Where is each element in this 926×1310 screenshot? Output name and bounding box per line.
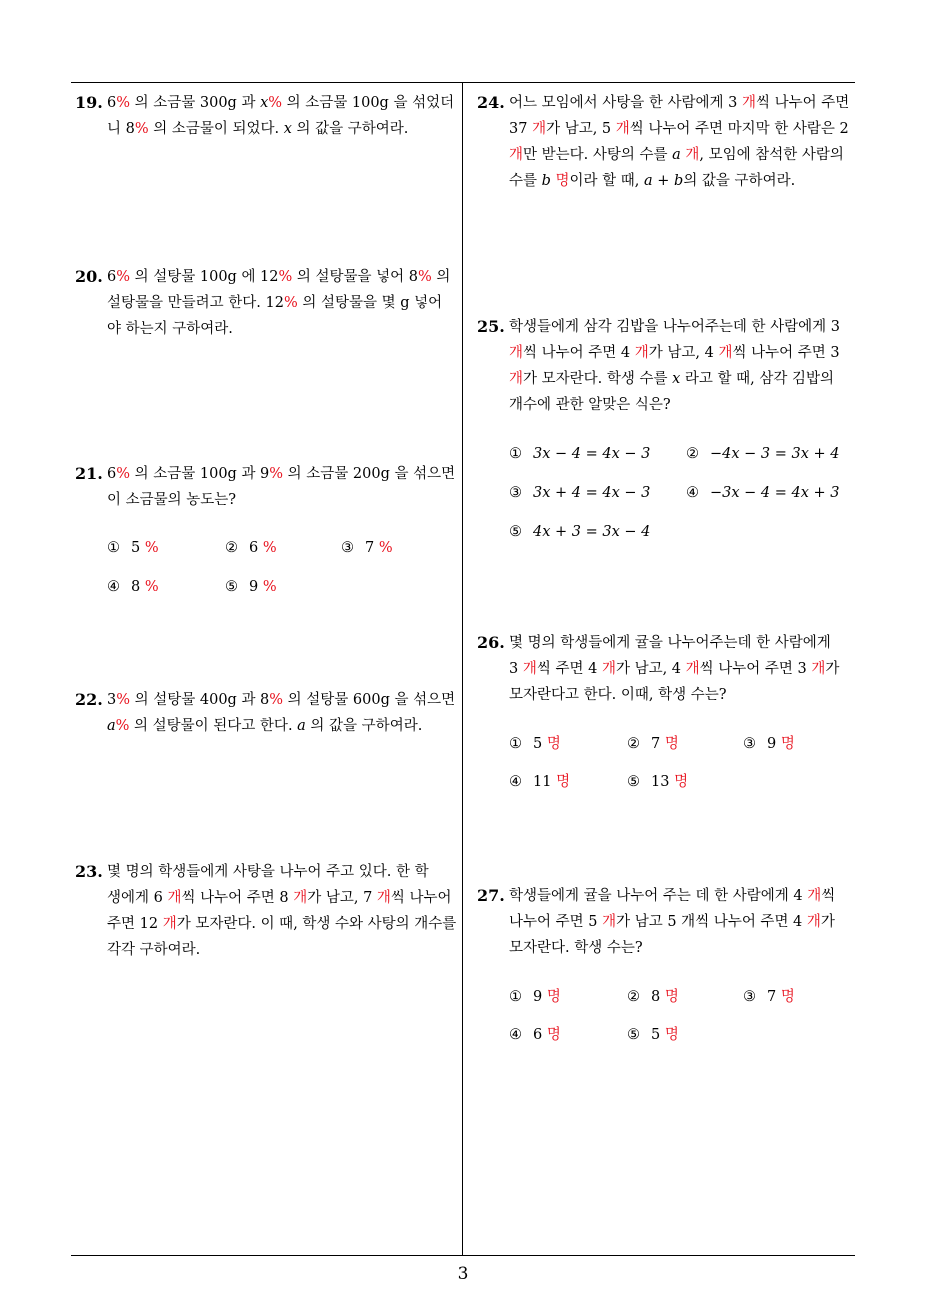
- problem-number: 21.: [75, 464, 103, 483]
- choice-1[interactable]: ① 5 명: [509, 736, 561, 752]
- choice-4[interactable]: ④ 8 %: [107, 579, 159, 595]
- answer-choices: [509, 441, 861, 541]
- problem-26: [477, 630, 861, 791]
- choice-3[interactable]: ③ 9 명: [743, 736, 795, 752]
- choice-4[interactable]: ④ 11 명: [509, 774, 571, 790]
- problem-text: 6% 의 소금물 300g 과 x% 의 소금물 100g 을 섞었더 니 8% 의 소금물이 되었다. x 의 값을 구하여라.: [107, 95, 455, 137]
- problem-number: 26.: [477, 633, 505, 652]
- column-divider: [462, 83, 463, 1256]
- choice-2[interactable]: ② −4x − 3 = 3x + 4: [686, 446, 840, 462]
- choice-2[interactable]: ② 6 %: [225, 540, 277, 556]
- problem-text: 학생들에게 귤을 나누어 주는 데 한 사람에게 4 개씩 나누어 주면 5 개가 남고 5 개씩 나누어 주면 4 개가 모자란다. 학생 수는?: [509, 888, 836, 956]
- problem-text: 6% 의 소금물 100g 과 9% 의 소금물 200g 을 섞으면 이 소금물의 농도는?: [107, 466, 456, 508]
- problem-number: 19.: [75, 93, 103, 112]
- choice-5[interactable]: ⑤ 13 명: [627, 774, 689, 790]
- problem-24: [477, 90, 861, 194]
- answer-choices: [509, 731, 861, 791]
- choice-3[interactable]: ③ 7 명: [743, 989, 795, 1005]
- problem-23: [75, 859, 459, 963]
- problem-25: [477, 314, 861, 541]
- problem-number: 22.: [75, 690, 103, 709]
- problem-number: 20.: [75, 267, 103, 286]
- choice-3[interactable]: ③ 7 %: [341, 540, 393, 556]
- header-rule: [71, 82, 855, 83]
- choice-4[interactable]: ④ 6 명: [509, 1027, 561, 1043]
- choice-4[interactable]: ④ −3x − 4 = 4x + 3: [686, 485, 840, 501]
- problem-27: [477, 883, 861, 1044]
- problem-20: [75, 264, 459, 342]
- problem-text: 학생들에게 삼각 김밥을 나누어주는데 한 사람에게 3 개씩 나누어 주면 4 개가 남고, 4 개씩 나누어 주면 3 개가 모자란다. 학생 수를 x 라고 할 때, 삼각 김밥의 개수에 관한 알맞은 식은?: [509, 319, 841, 413]
- page-number: 3: [457, 1264, 469, 1284]
- choice-5[interactable]: ⑤ 9 %: [225, 579, 277, 595]
- problem-number: 27.: [477, 886, 505, 905]
- choice-5[interactable]: ⑤ 5 명: [627, 1027, 679, 1043]
- footer-rule: [71, 1255, 855, 1256]
- problem-number: 24.: [477, 93, 505, 112]
- choice-3[interactable]: ③ 3x + 4 = 4x − 3: [509, 485, 651, 501]
- problem-text: 몇 명의 학생들에게 사탕을 나누어 주고 있다. 한 학 생에게 6 개씩 나누어 주면 8 개가 남고, 7 개씩 나누어 주면 12 개가 모자란다. 이 때, 학생 수와 사탕의 개수를 각각 구하여라.: [107, 864, 457, 958]
- problem-21: [75, 461, 459, 625]
- choice-5[interactable]: ⑤ 4x + 3 = 3x − 4: [509, 524, 651, 540]
- problem-number: 25.: [477, 317, 505, 336]
- problem-number: 23.: [75, 862, 103, 881]
- problem-text: 어느 모임에서 사탕을 한 사람에게 3 개씩 나누어 주면 37 개가 남고, 5 개씩 나누어 주면 마지막 한 사람은 2 개만 받는다. 사탕의 수를 a 개, 모임에 참석한 사람의 수를 b 명이라 할 때, a + b의 값을 구하여라.: [509, 95, 850, 189]
- answer-choices: [509, 984, 861, 1044]
- choice-1[interactable]: ① 3x − 4 = 4x − 3: [509, 446, 651, 462]
- problem-text: 3% 의 설탕물 400g 과 8% 의 설탕물 600g 을 섞으면 a% 의 설탕물이 된다고 한다. a 의 값을 구하여라.: [107, 692, 456, 734]
- problem-22: [75, 687, 459, 739]
- problem-text: 몇 명의 학생들에게 귤을 나누어주는데 한 사람에게 3 개씩 주면 4 개가 남고, 4 개씩 나누어 주면 3 개가 모자란다고 한다. 이때, 학생 수는?: [509, 635, 840, 703]
- choice-1[interactable]: ① 5 %: [107, 540, 159, 556]
- answer-choices: [107, 535, 459, 625]
- problem-text: 6% 의 설탕물 100g 에 12% 의 설탕물을 넣어 8% 의 설탕물을 만들려고 한다. 12% 의 설탕물을 몇 g 넣어 야 하는지 구하여라.: [107, 269, 451, 337]
- choice-2[interactable]: ② 7 명: [627, 736, 679, 752]
- choice-1[interactable]: ① 9 명: [509, 989, 561, 1005]
- problem-19: [75, 90, 459, 142]
- choice-2[interactable]: ② 8 명: [627, 989, 679, 1005]
